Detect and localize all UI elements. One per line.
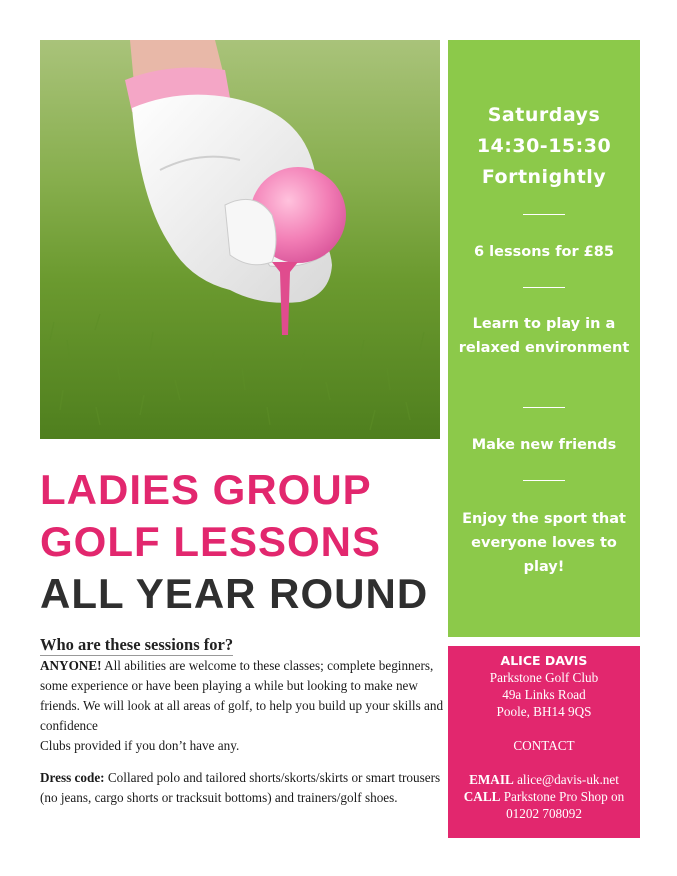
divider: [523, 407, 565, 408]
highlights-panel: [448, 40, 640, 637]
dress-code-text: Collared polo and tailored shorts/skorts/skirts or smart trousers (no jeans, cargo shorts or tracksuit bottoms) and trainers/golf shoes.: [40, 770, 441, 805]
email-label: EMAIL: [469, 772, 514, 787]
divider: [523, 480, 565, 481]
address-line-2: 49a Links Road: [502, 687, 586, 702]
feature-relaxed: Learn to play in a relaxed environment: [458, 316, 630, 356]
contact-label: CONTACT: [513, 738, 575, 753]
feature-friends: Make new friends: [471, 437, 617, 453]
address-line-1: Parkstone Golf Club: [489, 670, 599, 685]
golf-photo: [40, 40, 440, 439]
email-address[interactable]: alice@davis-uk.net: [513, 772, 619, 787]
call-details: Parkstone Pro Shop on 01202 708092: [500, 789, 625, 821]
dress-code-label: Dress code:: [40, 770, 105, 785]
schedule-frequency: Fortnightly: [481, 166, 607, 188]
schedule-time: 14:30-15:30: [476, 135, 612, 157]
email-line: [448, 771, 640, 788]
feature-price: 6 lessons for £85: [474, 244, 614, 260]
contact-panel: [448, 646, 640, 838]
title-line-1: LADIES GROUP: [40, 466, 372, 513]
feature-enjoy: Enjoy the sport that everyone loves to play!: [462, 511, 626, 575]
divider: [523, 287, 565, 288]
title-line-3: ALL YEAR ROUND: [40, 570, 429, 617]
anyone-label: ANYONE!: [40, 658, 102, 673]
address-line-3: Poole, BH14 9QS: [496, 704, 592, 719]
golf-glove-ball-tee-photo: [40, 40, 440, 439]
call-label: CALL: [463, 789, 501, 804]
clubs-text: Clubs provided if you don’t have any.: [40, 738, 240, 753]
anyone-text: All abilities are welcome to these classes; complete beginners, some experience or have been playing a while but looking to make new friends. We will look at all areas of golf, to help you build up your skills and confidence: [40, 658, 444, 733]
schedule: [448, 100, 640, 193]
schedule-day: Saturdays: [487, 104, 601, 126]
contact-name: ALICE DAVIS: [500, 653, 588, 668]
divider: [523, 214, 565, 215]
title-line-2: GOLF LESSONS: [40, 518, 382, 565]
call-line: [448, 788, 640, 822]
anyone-paragraph: [40, 656, 445, 756]
dress-code-paragraph: [40, 768, 445, 808]
sessions-heading: Who are these sessions for?: [40, 635, 234, 654]
